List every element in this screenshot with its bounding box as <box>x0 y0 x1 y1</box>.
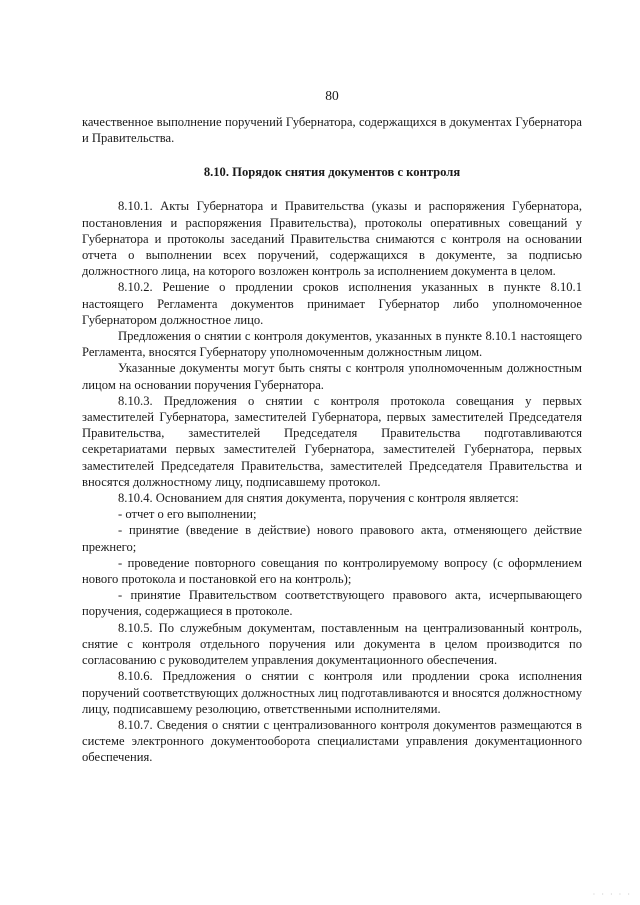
paragraph-8-10-2: 8.10.2. Решение о продлении сроков исполнения указанных в пункте 8.10.1 настоящего Регламента документов принимает Губернатор либо уполномоченное Губернатором должностное лицо. <box>82 280 582 327</box>
paragraph-8-10-7: 8.10.7. Сведения о снятии с централизованного контроля документов размещаются в системе электронного документооборота специалистами управления документационного обеспечения. <box>82 717 582 765</box>
paragraph-8-10-4: 8.10.4. Основанием для снятия документа, поручения с контроля является: <box>118 491 519 506</box>
scan-artifact: · · · · · <box>592 890 632 899</box>
intro-paragraph: качественное выполнение поручений Губернатора, содержащихся в документах Губернатора и Правительства. <box>82 115 582 146</box>
paragraph-8-10-1: 8.10.1. Акты Губернатора и Правительства (указы и распоряжения Губернатора, постановления и распоряжения Правительства), протоколы оперативных совещаний у Губернатора и протоколы заседаний Правительства снимаются с контроля на основании отчета о выполнении всех поручений, содержащихся в документе, за подписью должностного лица, на которого возложен контроль за исполнением документа в целом. <box>82 199 582 279</box>
list-item-new-act: - принятие (введение в действие) нового правового акта, отменяющего действие прежнего; <box>82 523 582 554</box>
list-item-government-act: - принятие Правительством соответствующего правового акта, исчерпывающего поручения, содержащиеся в протоколе. <box>82 588 582 619</box>
list-item-repeat-meeting: - проведение повторного совещания по контролируемому вопросу (с оформлением нового протокола и постановкой его на контроль); <box>82 555 582 587</box>
paragraph-documents-removed: Указанные документы могут быть сняты с контроля уполномоченным должностным лицом на основании поручения Губернатора. <box>82 361 582 392</box>
paragraph-8-10-6: 8.10.6. Предложения о снятии с контроля или продлении срока исполнения поручений соответствующих должностных лиц подготавливаются и вносятся должностному лицу, подписавшему резолюцию, ответственными исполнителями. <box>82 669 582 716</box>
page-number: 80 <box>325 88 339 103</box>
section-title: 8.10. Порядок снятия документов с контроля <box>203 165 461 180</box>
paragraph-8-10-5: 8.10.5. По служебным документам, поставленным на централизованный контроль, снятие с контроля отдельного поручения или документа в целом производится по согласованию с руководителем управления документационного обеспечения. <box>82 620 582 668</box>
list-item-report: - отчет о его выполнении; <box>118 507 257 522</box>
paragraph-8-10-3: 8.10.3. Предложения о снятии с контроля протокола совещания у первых заместителей Губернатора, заместителей Губернатора, первых заместителей Председателя Правительства, заместителей Председателя Правительства подготавливаются секретариатами первых заместителей Губернатора, заместителей Губернатора, первых заместителей Председателя Правительства, заместителей Председателя Правительства и вносятся должностному лицу, подписавшему протокол. <box>82 393 582 489</box>
paragraph-proposals: Предложения о снятии с контроля документов, указанных в пункте 8.10.1 настоящего Регламента, вносятся Губернатору уполномоченным должностным лицом. <box>82 329 582 360</box>
